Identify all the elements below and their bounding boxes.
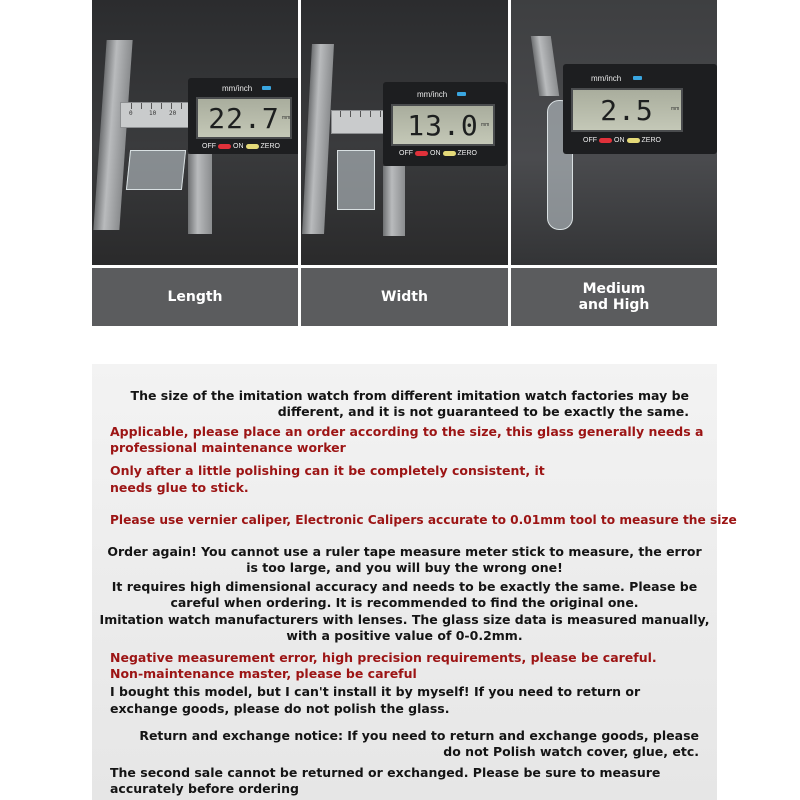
caliper-moving-jaw: [383, 166, 405, 236]
notice-panel: [92, 364, 737, 800]
caliper-moving-jaw: [188, 154, 212, 234]
caliper-buttons: [399, 150, 477, 157]
notice-p2-line1: Applicable, please place an order according to the size, this glass generally needs a: [110, 424, 704, 439]
watch-glass: [126, 150, 186, 190]
lcd-reading: 22.7: [208, 101, 280, 135]
caliper-brand-label: mm/inch: [591, 74, 622, 83]
off-label: OFF: [202, 143, 216, 150]
notice-p9-line1: I bought this model, but I can't install it by myself! If you need to return or: [110, 684, 641, 699]
caliper-brand-label: mm/inch: [222, 84, 253, 93]
lcd-display: [571, 88, 683, 132]
watch-glass: [337, 150, 375, 210]
notice-p6-line1: It requires high dimensional accuracy and needs to be exactly the same. Please be: [111, 579, 698, 594]
notice-p10-line2: do not Polish watch cover, glue, etc.: [443, 744, 699, 759]
measurement-photo-strip: [92, 0, 717, 326]
length-label-text: Length: [167, 289, 223, 305]
lcd-unit: mm: [481, 122, 490, 128]
zero-button-icon: [627, 138, 640, 143]
zero-button-icon: [443, 151, 456, 156]
length-label: [92, 268, 298, 326]
notice-p7-line1: Imitation watch manufacturers with lenses. The glass size data is measured manually,: [99, 612, 710, 627]
scale-number: 10: [149, 110, 157, 117]
lcd-display: [196, 97, 292, 139]
notice-p9-line2: exchange goods, please do not polish the glass.: [110, 701, 450, 716]
on-label: ON: [430, 150, 441, 157]
lcd-unit: mm: [671, 106, 680, 112]
notice-p3-line1: Only after a little polishing can it be completely consistent, it: [110, 463, 545, 478]
scale-number: 20: [169, 110, 177, 117]
notice-p11-line2: accurately before ordering: [110, 781, 299, 796]
caliper-buttons: [583, 137, 661, 144]
notice-p10-line1: Return and exchange notice: If you need to return and exchange goods, please: [139, 728, 699, 743]
on-label: ON: [614, 137, 625, 144]
lcd-reading: 2.5: [600, 93, 654, 127]
caliper-fixed-jaw: [93, 40, 132, 230]
scale-number: 0: [129, 110, 133, 117]
length-measurement-photo: [92, 0, 298, 265]
blue-indicator-icon: [633, 76, 642, 80]
power-button-icon: [218, 144, 231, 149]
blue-indicator-icon: [457, 92, 466, 96]
off-label: OFF: [399, 150, 413, 157]
caliper-brand-label: mm/inch: [417, 90, 448, 99]
blue-indicator-icon: [262, 86, 271, 90]
lcd-reading: 13.0: [407, 108, 479, 142]
notice-p7-line2: with a positive value of 0-0.2mm.: [286, 628, 523, 643]
width-measurement-photo: [301, 0, 508, 265]
notice-p5-line1: Order again! You cannot use a ruler tape measure meter stick to measure, the error: [107, 544, 702, 559]
off-label: OFF: [583, 137, 597, 144]
medium-and-high-label: [511, 268, 717, 326]
zero-button-icon: [246, 144, 259, 149]
notice-p8-line2: Non-maintenance master, please be careful: [110, 666, 417, 681]
notice-p6-line2: careful when ordering. It is recommended to find the original one.: [170, 595, 639, 610]
notice-p1-line2: different, and it is not guaranteed to be exactly the same.: [277, 404, 689, 419]
notice-p4-line1: Please use vernier caliper, Electronic Calipers accurate to 0.01mm tool to measure the size: [110, 513, 737, 527]
caliper-buttons: [202, 143, 280, 150]
zero-label: ZERO: [641, 137, 661, 144]
lcd-display: [391, 104, 495, 146]
notice-p5-line2: is too large, and you will buy the wrong one!: [246, 560, 563, 575]
lcd-unit: mm: [282, 115, 291, 121]
caliper-fixed-jaw: [302, 44, 334, 234]
medium-label-line1: Medium: [582, 281, 646, 297]
notice-p8-line1: Negative measurement error, high precision requirements, please be careful.: [110, 650, 657, 665]
notice-p1-line1: The size of the imitation watch from different imitation watch factories may be: [130, 388, 689, 403]
notice-p11-line1: The second sale cannot be returned or exchanged. Please be sure to measure: [110, 765, 661, 780]
notice-p3-line2: needs glue to stick.: [110, 480, 249, 495]
zero-label: ZERO: [457, 150, 477, 157]
height-measurement-photo: [511, 0, 717, 265]
power-button-icon: [599, 138, 612, 143]
notice-p2-line2: professional maintenance worker: [110, 440, 346, 455]
on-label: ON: [233, 143, 244, 150]
width-label-text: Width: [381, 289, 428, 305]
caliper-upper-jaw: [531, 36, 559, 96]
zero-label: ZERO: [260, 143, 280, 150]
medium-label-line2: and High: [578, 297, 650, 313]
width-label: [301, 268, 508, 326]
power-button-icon: [415, 151, 428, 156]
